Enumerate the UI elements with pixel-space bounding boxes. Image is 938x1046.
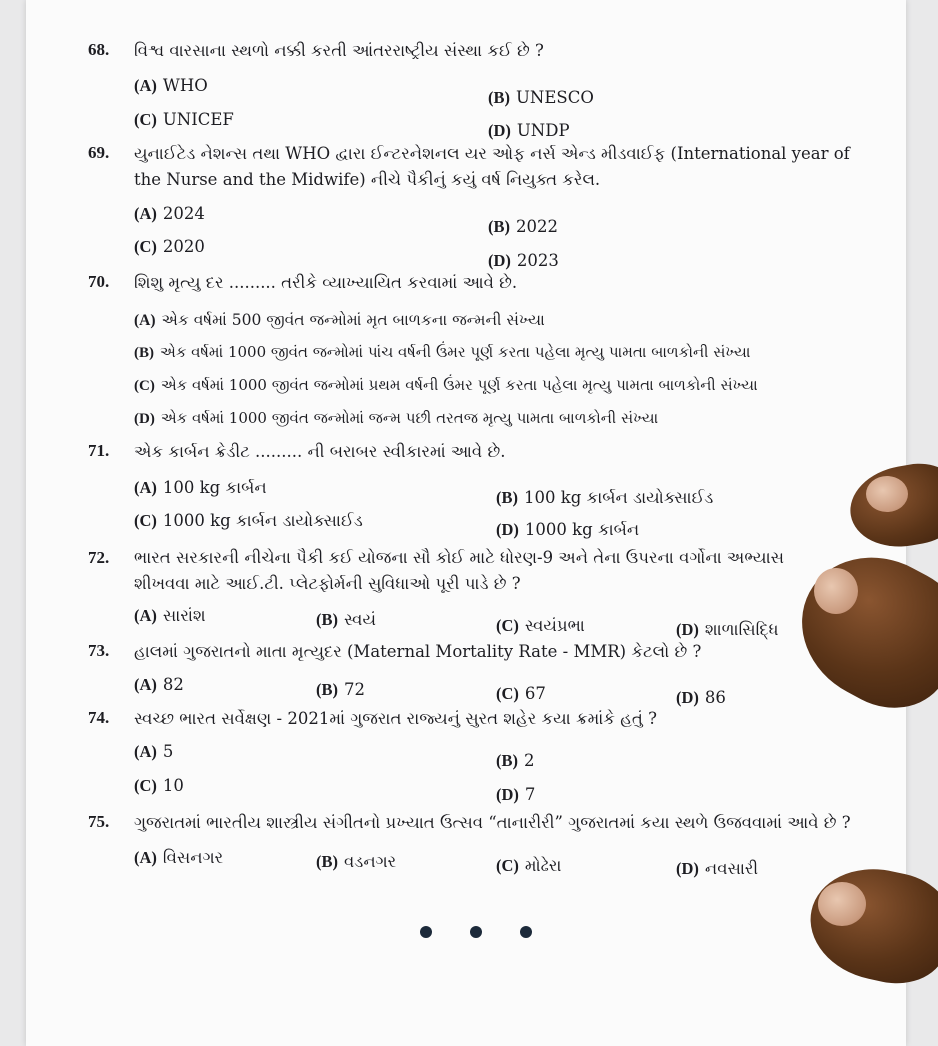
question-text: યુનાઈટેડ નેશન્સ તથા WHO દ્વારા ઈન્ટરનેશનલ યર ઓફ નર્સ એન્ડ મીડવાઈફ (International year of the Nurse and the Midwife) નીચે પૈકીનું કયું વર્ષ નિયુક્ત કરેલ. bbox=[134, 144, 850, 189]
question-text: ગુજરાતમાં ભારતીય શાસ્ત્રીય સંગીતનો પ્રખ્યાત ઉત્સવ “તાનારીરી” ગુજરાતમાં કયા સ્થળે ઉજવવામાં આવે છે ? bbox=[134, 813, 851, 832]
option-a: (A) 5 bbox=[134, 742, 174, 761]
option-d: (D) UNDP bbox=[488, 121, 570, 140]
question-text: ભારત સરકારની નીચેના પૈકી કઈ યોજના સૌ કોઈ માટે ધોરણ-9 અને તેના ઉપરના વર્ગોના અભ્યાસ શીખવવા માટે આઈ.ટી. પ્લેટફોર્મની સુવિધાઓ પૂરી પાડે છે ? bbox=[134, 548, 784, 593]
option-b: (B) વડનગર bbox=[316, 852, 397, 871]
option-d: (D) 7 bbox=[496, 785, 536, 804]
option-c: (C) 10 bbox=[134, 776, 184, 795]
question-number: 69. bbox=[88, 143, 110, 162]
option-c: (C) UNICEF bbox=[134, 110, 234, 129]
option-a: (A) 100 kg કાર્બન bbox=[134, 478, 267, 497]
option-d: (D) એક વર્ષમાં 1000 જીવંત જન્મોમાં જન્મ પછી તરતજ મૃત્યુ પામતા બાળકોની સંખ્યા bbox=[134, 409, 659, 427]
option-d: (D) 86 bbox=[676, 688, 726, 707]
option-c: (C) મોઢેરા bbox=[496, 856, 562, 875]
question-text: એક કાર્બન ક્રેડીટ ......... ની બરાબર સ્વીકારમાં આવે છે. bbox=[134, 442, 506, 461]
option-c: (C) એક વર્ષમાં 1000 જીવંત જન્મોમાં પ્રથમ વર્ષની ઉંમર પૂર્ણ કરતા પહેલા મૃત્યુ પામતા બાળકોની સંખ્યા bbox=[134, 376, 758, 394]
option-a: (A) વિસનગર bbox=[134, 848, 224, 867]
option-b: (B) એક વર્ષમાં 1000 જીવંત જન્મોમાં પાંચ વર્ષની ઉંમર પૂર્ણ કરતા પહેલા મૃત્યુ પામતા બાળકોની સંખ્યા bbox=[134, 343, 751, 361]
dot-icon bbox=[520, 926, 532, 938]
question-number: 73. bbox=[88, 641, 110, 660]
dot-icon bbox=[470, 926, 482, 938]
option-a: (A) એક વર્ષમાં 500 જીવંત જન્મોમાં મૃત બાળકના જન્મની સંખ્યા bbox=[134, 311, 545, 329]
exam-page bbox=[26, 0, 906, 1046]
option-a: (A) સારાંશ bbox=[134, 606, 206, 625]
option-b: (B) સ્વયં bbox=[316, 610, 376, 629]
question-text: સ્વચ્છ ભારત સર્વેક્ષણ - 2021માં ગુજરાત રાજ્યનું સુરત શહેર કયા ક્રમાંકે હતું ? bbox=[134, 709, 657, 728]
option-a: (A) 82 bbox=[134, 675, 184, 694]
question-number: 74. bbox=[88, 708, 110, 727]
fingernail-image bbox=[818, 882, 866, 926]
question-text: હાલમાં ગુજરાતનો માતા મૃત્યુદર (Maternal Mortality Rate - MMR) કેટલો છે ? bbox=[134, 642, 702, 661]
option-d: (D) 1000 kg કાર્બન bbox=[496, 520, 640, 539]
question-number: 72. bbox=[88, 548, 110, 567]
fingernail-image bbox=[866, 476, 908, 512]
option-d: (D) 2023 bbox=[488, 251, 559, 270]
option-a: (A) WHO bbox=[134, 76, 208, 95]
question-number: 75. bbox=[88, 812, 110, 831]
option-b: (B) 72 bbox=[316, 680, 365, 699]
dot-icon bbox=[420, 926, 432, 938]
question-text: વિશ્વ વારસાના સ્થળો નક્કી કરતી આંતરરાષ્ટ્રીય સંસ્થા કઈ છે ? bbox=[134, 41, 544, 60]
option-d: (D) નવસારી bbox=[676, 859, 759, 878]
option-c: (C) સ્વયંપ્રભા bbox=[496, 616, 585, 635]
option-c: (C) 2020 bbox=[134, 237, 205, 256]
question-text: શિશુ મૃત્યુ દર ......... તરીકે વ્યાખ્યાયિત કરવામાં આવે છે. bbox=[134, 273, 518, 292]
option-b: (B) 2022 bbox=[488, 217, 558, 236]
question-number: 68. bbox=[88, 40, 110, 59]
option-b: (B) 2 bbox=[496, 751, 535, 770]
option-c: (C) 67 bbox=[496, 684, 546, 703]
option-c: (C) 1000 kg કાર્બન ડાયોક્સાઈડ bbox=[134, 511, 363, 530]
question-number: 70. bbox=[88, 272, 110, 291]
option-b: (B) 100 kg કાર્બન ડાયોક્સાઈડ bbox=[496, 488, 714, 507]
option-a: (A) 2024 bbox=[134, 204, 205, 223]
fingernail-image bbox=[814, 568, 858, 614]
option-d: (D) શાળાસિદ્ધિ bbox=[676, 620, 779, 639]
question-number: 71. bbox=[88, 441, 110, 460]
option-b: (B) UNESCO bbox=[488, 88, 594, 107]
